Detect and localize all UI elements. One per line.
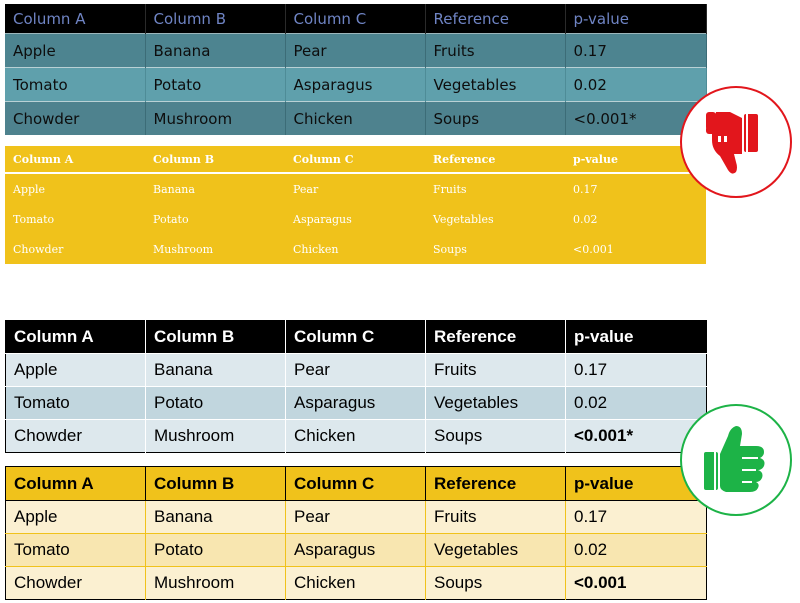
header-cell: Column B: [145, 4, 285, 34]
table-cell: Asparagus: [286, 534, 426, 567]
table-row: [6, 534, 707, 567]
table-cell: Apple: [5, 173, 145, 204]
header-cell: p-value: [566, 467, 707, 501]
table-cell: Potato: [145, 204, 285, 234]
header-cell: Column B: [145, 146, 285, 173]
table-cell: Apple: [6, 501, 146, 534]
table-cell: Banana: [145, 34, 285, 68]
header-cell: Column C: [285, 146, 425, 173]
thumbs-up-badge: [680, 404, 792, 516]
table-cell: Mushroom: [145, 234, 285, 264]
table-cell: Pear: [285, 173, 425, 204]
table-cell: Pear: [286, 354, 426, 387]
header-cell: Column A: [6, 321, 146, 354]
header-cell: Reference: [425, 146, 565, 173]
header-cell: Column C: [285, 4, 425, 34]
table-row: [6, 420, 707, 453]
table-cell: Pear: [286, 501, 426, 534]
table-cell: <0.001*: [565, 102, 706, 136]
table-cell: Asparagus: [286, 387, 426, 420]
table-cell: Apple: [5, 34, 145, 68]
table-header-row: [6, 321, 707, 354]
table-cell: Asparagus: [285, 204, 425, 234]
table-cell: Chowder: [5, 102, 145, 136]
table-cell: 0.17: [565, 173, 706, 204]
header-cell: Reference: [426, 467, 566, 501]
table-row: [5, 234, 706, 264]
table-cell: Banana: [145, 173, 285, 204]
table-cell: 0.02: [566, 534, 707, 567]
table-row: [6, 354, 707, 387]
table-cell: Vegetables: [425, 204, 565, 234]
table-cell: Chicken: [286, 567, 426, 600]
table-cell: Pear: [285, 34, 425, 68]
thumbs-down-icon: [682, 88, 790, 196]
header-cell: p-value: [565, 146, 706, 173]
table-cell: Asparagus: [285, 68, 425, 102]
thumbs-up-icon: [682, 406, 790, 514]
table-cell: Vegetables: [426, 387, 566, 420]
table-cell: Tomato: [6, 387, 146, 420]
header-cell: Column A: [5, 4, 145, 34]
header-cell: Column C: [286, 467, 426, 501]
table-cell: Fruits: [426, 501, 566, 534]
header-cell: Column A: [6, 467, 146, 501]
table-cell: Chowder: [6, 420, 146, 453]
p-value-cell-highlighted: <0.001: [565, 234, 706, 264]
thumbs-down-badge: [680, 86, 792, 198]
table-header-row: [5, 4, 706, 34]
table-cell: Chowder: [5, 234, 145, 264]
table-cell: 0.02: [565, 68, 706, 102]
table-cell: Mushroom: [146, 420, 286, 453]
table-cell: Chicken: [286, 420, 426, 453]
table-cell: Mushroom: [146, 567, 286, 600]
table-cell: Apple: [6, 354, 146, 387]
p-value-cell-highlighted: <0.001: [566, 567, 707, 600]
table-cell: Potato: [145, 68, 285, 102]
table-cell: 0.17: [565, 34, 706, 68]
table-row: [6, 387, 707, 420]
header-cell: p-value: [566, 321, 707, 354]
table-cell: Fruits: [425, 34, 565, 68]
table-cell: Soups: [426, 420, 566, 453]
table-cell: Potato: [146, 534, 286, 567]
table-cell: Fruits: [426, 354, 566, 387]
header-cell: Column B: [146, 321, 286, 354]
table-cell: 0.02: [566, 387, 707, 420]
table-cell: Fruits: [425, 173, 565, 204]
table-cell: Vegetables: [426, 534, 566, 567]
header-cell: Column C: [286, 321, 426, 354]
header-cell: Column A: [5, 146, 145, 173]
good-table-blue: [5, 320, 707, 453]
table-cell: Tomato: [6, 534, 146, 567]
table-cell: Banana: [146, 501, 286, 534]
header-cell: p-value: [565, 4, 706, 34]
table-cell: Soups: [425, 102, 565, 136]
table-cell: Potato: [146, 387, 286, 420]
header-cell: Reference: [426, 321, 566, 354]
table-cell: Soups: [425, 234, 565, 264]
table-cell: Soups: [426, 567, 566, 600]
header-cell: Column B: [146, 467, 286, 501]
table-row: [5, 68, 706, 102]
table-cell: Vegetables: [425, 68, 565, 102]
table-cell: 0.17: [566, 354, 707, 387]
bad-table-yellow: [5, 146, 706, 264]
table-row: [6, 567, 707, 600]
table-header-row: [5, 146, 706, 173]
table-cell: 0.02: [565, 204, 706, 234]
table-cell: Tomato: [5, 68, 145, 102]
table-cell: Chicken: [285, 234, 425, 264]
table-row: [5, 34, 706, 68]
good-table-yellow: [5, 466, 707, 600]
table-cell: 0.17: [566, 501, 707, 534]
table-cell: Chicken: [285, 102, 425, 136]
p-value-cell-highlighted: <0.001*: [566, 420, 707, 453]
bad-table-teal: [5, 4, 707, 135]
table-cell: Mushroom: [145, 102, 285, 136]
table-header-row: [6, 467, 707, 501]
table-cell: Chowder: [6, 567, 146, 600]
table-row: [5, 102, 706, 136]
table-row: [5, 173, 706, 204]
table-cell: Tomato: [5, 204, 145, 234]
table-row: [6, 501, 707, 534]
table-cell: Banana: [146, 354, 286, 387]
table-row: [5, 204, 706, 234]
header-cell: Reference: [425, 4, 565, 34]
